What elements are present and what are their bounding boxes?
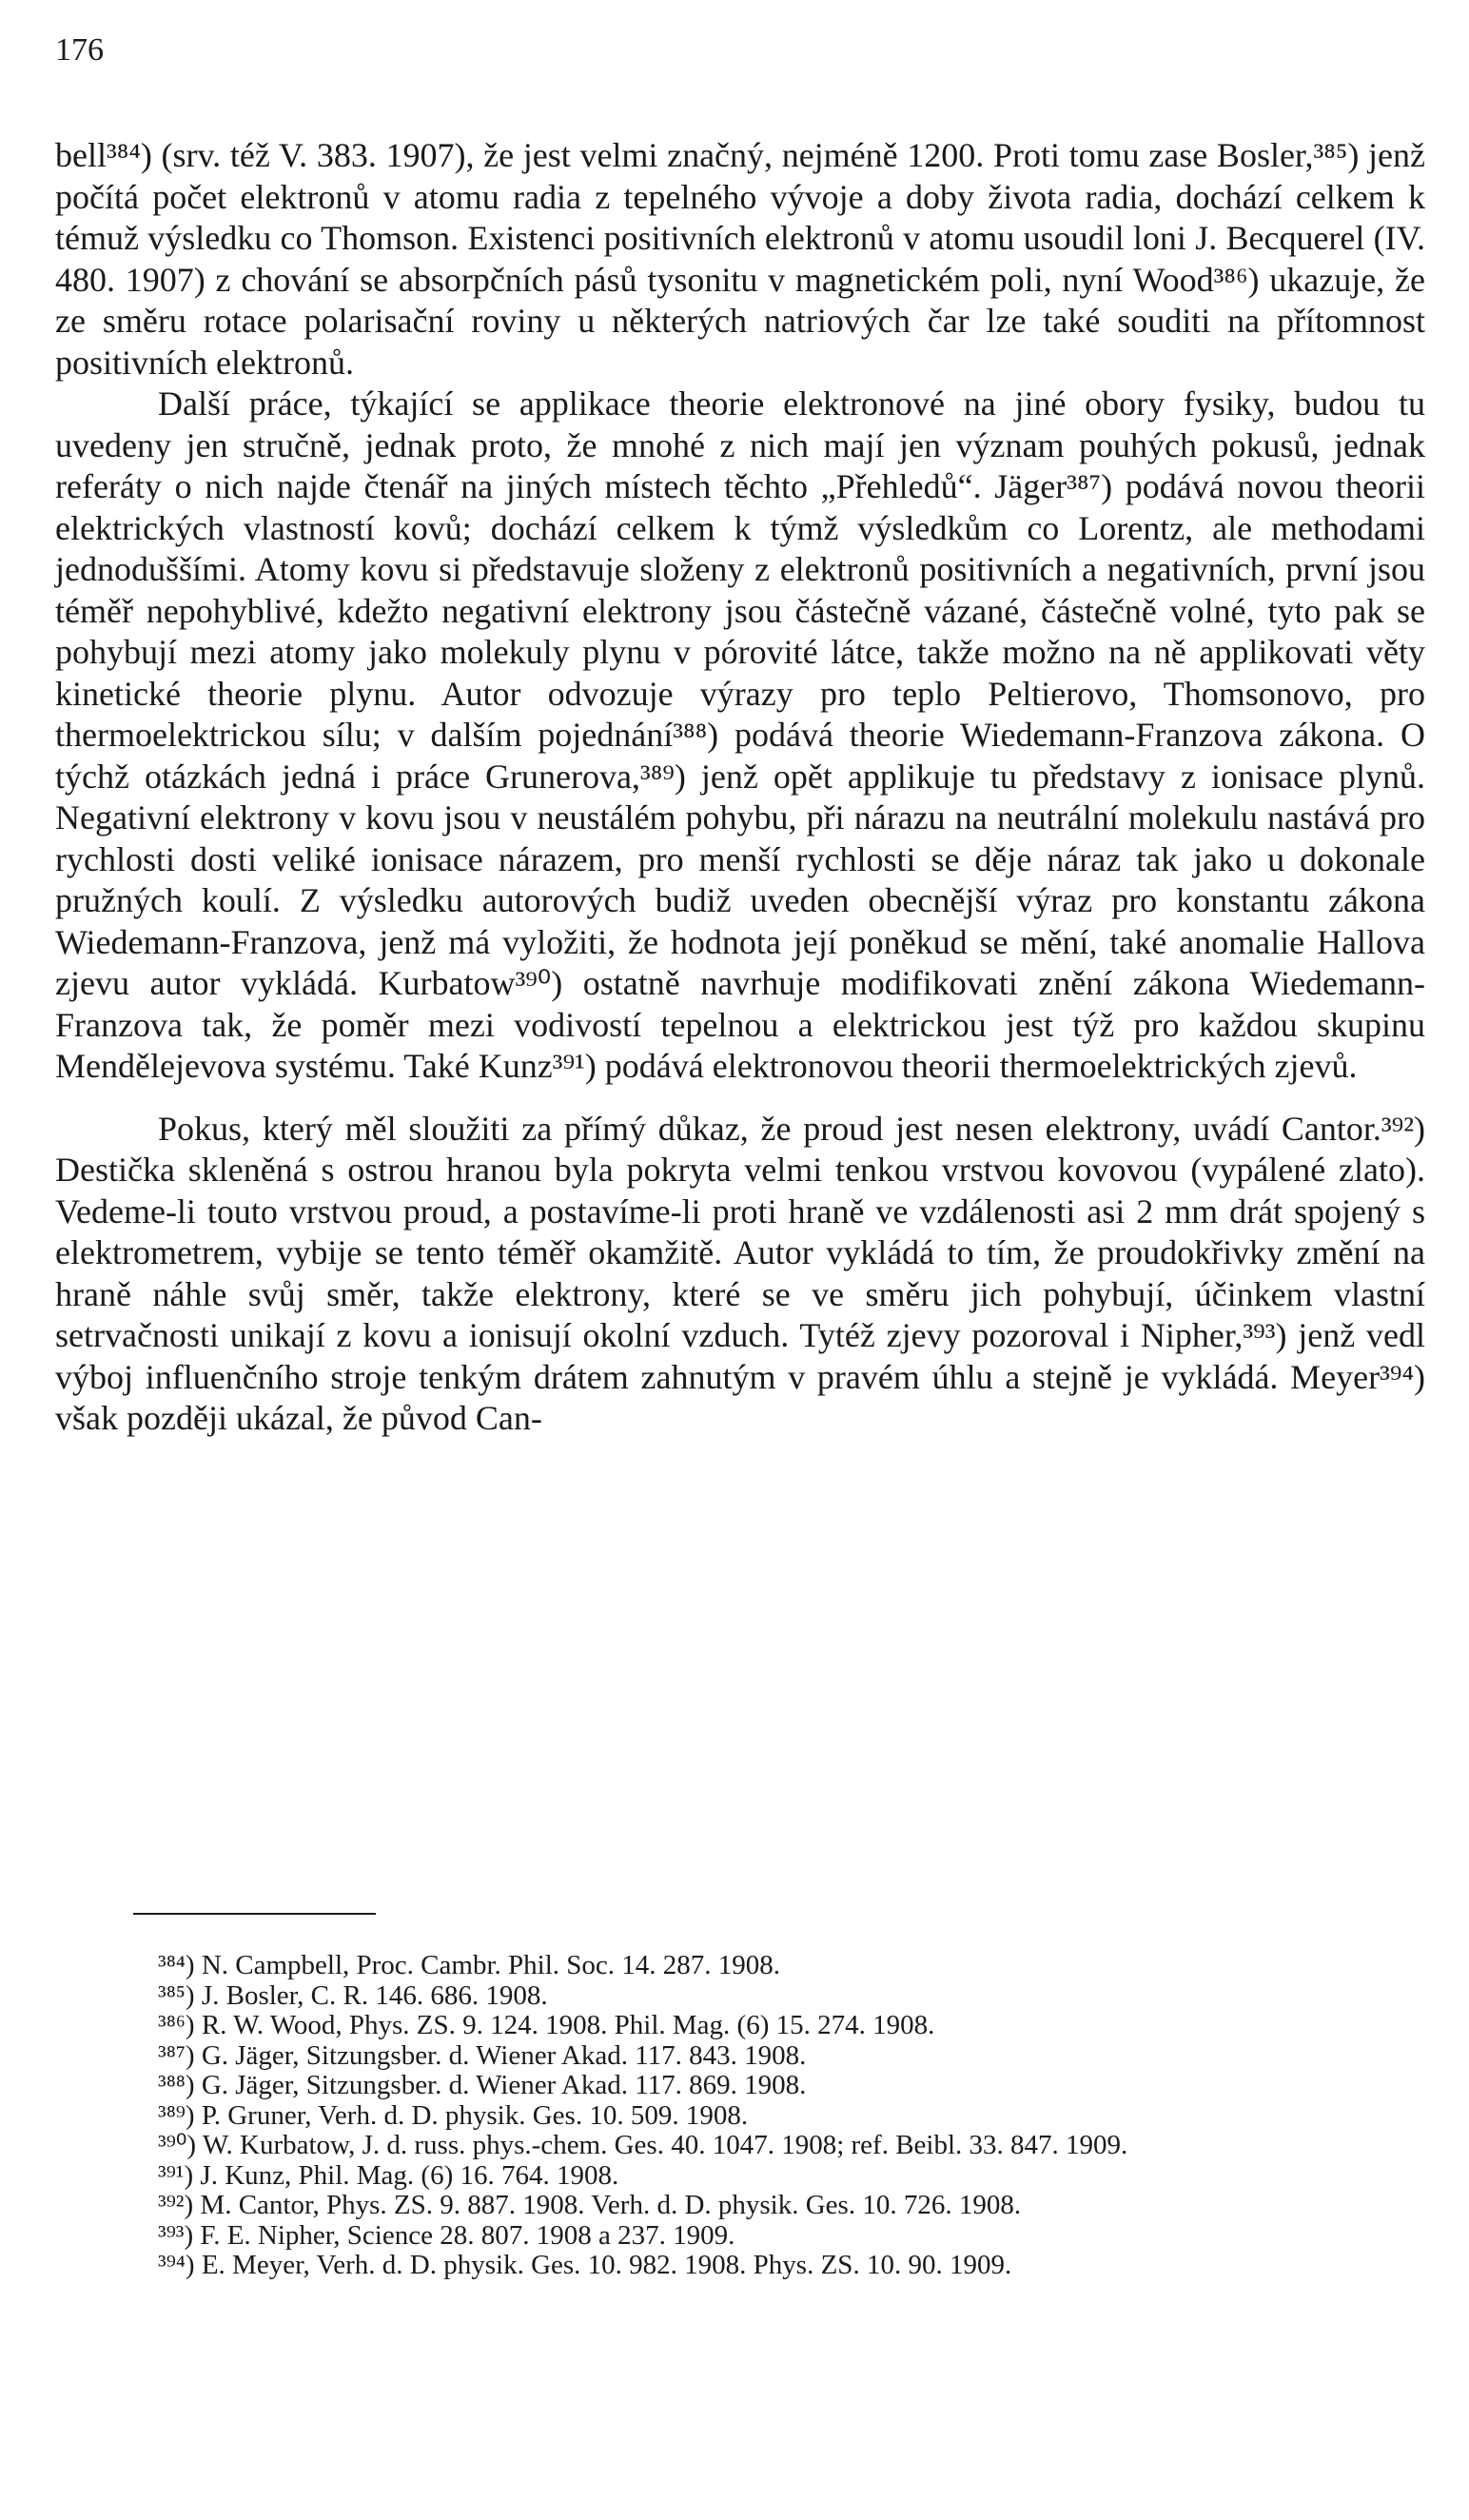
footnote: ³⁸⁶) R. W. Wood, Phys. ZS. 9. 124. 1908. Phil. Mag. (6) 15. 274. 1908. [158,2010,935,2040]
footnote-separator [133,1913,376,1915]
footnote: ³⁹¹) J. Kunz, Phil. Mag. (6) 16. 764. 1908. [158,2159,619,2191]
footnote: ³⁸⁷) G. Jäger, Sitzungsber. d. Wiener Akad. 117. 843. 1908. [158,2039,807,2071]
footnote: ³⁸⁵) J. Bosler, C. R. 146. 686. 1908. [158,1979,548,2011]
paragraph: bell³⁸⁴) (srv. též V. 383. 1907), že jest velmi značný, nejméně 1200. Proti tomu zase Bosler,³⁸⁵) jenž počítá počet elektronů v atomu radia z tepelného vývoje a doby života radia, dochází celkem k témuž výsledku co Thomson. Existenci positivních elektronů v atomu usoudil loni J. Becquerel (IV. 480. 1907) z chování se absorpčních pásů tysonitu v magnetickém poli, nyní Wood³⁸⁶) ukazuje, že ze směru rotace polarisační roviny u některých natriových čar lze také souditi na přítomnost positivních elektronů. [55,136,1425,382]
footnote: ³⁹³) F. E. Nipher, Science 28. 807. 1908 a 237. 1909. [158,2219,735,2251]
footnotes [55,1951,1425,2281]
footnote: ³⁸⁹) P. Gruner, Verh. d. D. physik. Ges. 10. 509. 1908. [158,2099,749,2131]
body-text [55,135,1425,1440]
footnote: ³⁹²) M. Cantor, Phys. ZS. 9. 887. 1908. Verh. d. D. physik. Ges. 10. 726. 1908. [158,2190,1022,2220]
paragraph: Další práce, týkající se applikace theorie elektronové na jiné obory fysiky, budou tu uvedeny jen stručně, jednak proto, že mnohé z nich mají jen význam pouhých pokusů, jednak referáty o nich najde čtenář na jiných místech těchto „Přehledů“. Jäger³⁸⁷) podává novou theorii elektrických vlastností kovů; dochází celkem k týmž výsledkům co Lorentz, ale methodami jednoduššími. Atomy kovu si představuje složeny z elektronů positivních a negativních, první jsou téměř nepohyblivé, kdežto negativní elektrony jsou částečně vázané, částečně volné, tyto pak se pohybují mezi atomy jako molekuly plynu v pórovité látce, takže možno na ně applikovati věty kinetické theorie plynu. Autor odvozuje výrazy pro teplo Peltierovo, Thomsonovo, pro thermoelektrickou sílu; v dalším pojednání³⁸⁸) podává theorie Wiedemann-Franzova zákona. O týchž otázkách jedná i práce Grunerova,³⁸⁹) jenž opět applikuje tu představy z ionisace plynů. Negativní elektrony v kovu jsou v neustálém pohybu, při nárazu na neutrální molekulu nastává pro rychlosti dosti veliké ionisace nárazem, pro menší rychlosti se děje náraz tak jako u dokonale pružných koulí. Z výsledku autorových budiž uveden obecnější výraz pro konstantu zákona Wiedemann-Franzova, jenž má vyložiti, že hodnota její poněkud se mění, také anomalie Hallova zjevu autor vykládá. Kurbatow³⁹⁰) ostatně navrhuje modifikovati znění zákona Wiedemann-Franzova tak, že poměr mezi vodivostí tepelnou a elektrickou jest týž pro každou skupinu Mendělejevova systému. Také Kunz³⁹¹) podává elektronovou theorii thermoelektrických zjevů. [55,384,1425,1085]
page-number: 176 [55,32,104,68]
footnote: ³⁹⁰) W. Kurbatow, J. d. russ. phys.-chem. Ges. 40. 1047. 1908; ref. Beibl. 33. 847. 1909. [158,2130,1128,2160]
footnote: ³⁸⁴) N. Campbell, Proc. Cambr. Phil. Soc. 14. 287. 1908. [158,1950,781,1980]
footnote: ³⁸⁸) G. Jäger, Sitzungsber. d. Wiener Akad. 117. 869. 1908. [158,2070,807,2100]
footnote: ³⁹⁴) E. Meyer, Verh. d. D. physik. Ges. 10. 982. 1908. Phys. ZS. 10. 90. 1909. [158,2250,1012,2280]
paragraph: Pokus, který měl sloužiti za přímý důkaz, že proud jest nesen elektrony, uvádí Cantor.³⁹²) Destička skleněná s ostrou hranou byla pokryta velmi tenkou vrstvou kovovou (vypálené zlato). Vedeme-li touto vrstvou proud, a postavíme-li proti hraně ve vzdálenosti asi 2 mm drát spojený s elektrometrem, vybije se tento téměř okamžitě. Autor vykládá to tím, že proudokřivky změní na hraně náhle svůj směr, takže elektrony, které se ve směru jich pohybují, účinkem vlastní setrvačnosti unikají z kovu a ionisují okolní vzduch. Tytéž zjevy pozoroval i Nipher,³⁹³) jenž vedl výboj influenčního stroje tenkým drátem zahnutým v pravém úhlu a stejně je vykládá. Meyer³⁹⁴) však později ukázal, že původ Can- [55,1109,1425,1437]
